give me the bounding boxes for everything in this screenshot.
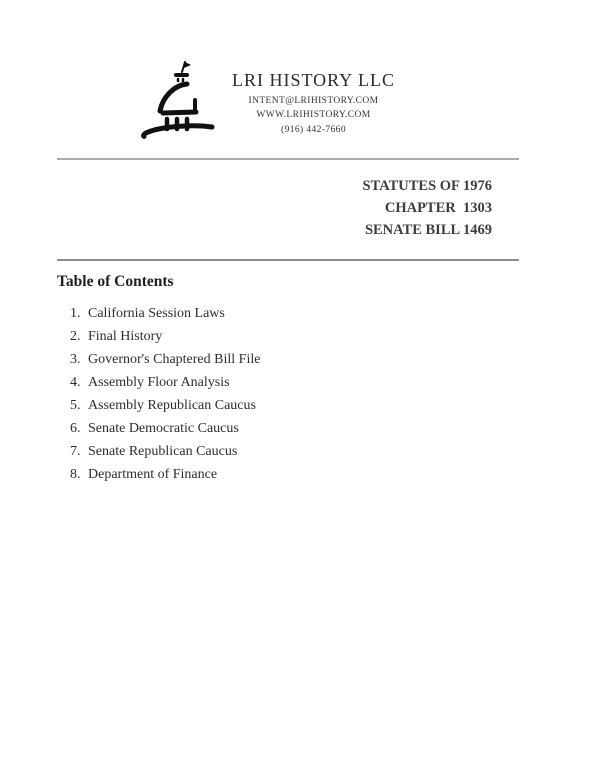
email-address: INTENT@LRIHISTORY.COM [248, 95, 379, 106]
capitol-dome-icon [138, 60, 218, 140]
toc-item-number: 7. [70, 444, 81, 459]
letterhead [138, 60, 395, 140]
toc-item-label: Senate Democratic Caucus [88, 421, 239, 436]
toc-item [70, 440, 260, 463]
toc-item-label: Assembly Floor Analysis [88, 375, 230, 390]
toc-item-number: 2. [70, 329, 81, 344]
toc-item-number: 3. [70, 352, 81, 367]
toc-item-label: California Session Laws [88, 306, 225, 321]
toc-item [70, 302, 260, 325]
toc-item-number: 5. [70, 398, 81, 413]
top-horizontal-rule [57, 158, 519, 160]
toc-item-label: Final History [88, 329, 163, 344]
toc-item [70, 417, 260, 440]
bottom-horizontal-rule [57, 259, 519, 261]
phone-number: (916) 442-7660 [281, 124, 346, 135]
toc-item-number: 8. [70, 467, 81, 482]
toc-item-label: Senate Republican Caucus [88, 444, 238, 459]
company-name: LRI HISTORY LLC [232, 70, 396, 90]
website-url: WWW.LRIHISTORY.COM [256, 110, 371, 120]
toc-item-number: 6. [70, 421, 81, 436]
toc-item [70, 348, 260, 371]
toc-item-label: Department of Finance [88, 467, 218, 482]
toc-item-number: 1. [70, 306, 81, 321]
toc-item-label: Governor's Chaptered Bill File [88, 352, 261, 367]
toc-list [70, 302, 260, 486]
toc-item [70, 394, 260, 417]
chapter-line: CHAPTER 1303 [384, 200, 492, 216]
bill-reference [363, 175, 492, 241]
capitol-dome-logo [138, 60, 218, 140]
toc-item-label: Assembly Republican Caucus [88, 398, 256, 413]
statutes-line: STATUTES OF 1976 [362, 178, 492, 194]
senate-bill-line: SENATE BILL 1469 [364, 222, 492, 238]
toc-item-number: 4. [70, 375, 81, 390]
toc-title: Table of Contents [57, 273, 174, 290]
contact-block [232, 70, 395, 135]
toc-item [70, 371, 260, 394]
toc-item [70, 463, 260, 486]
toc-item [70, 325, 260, 348]
